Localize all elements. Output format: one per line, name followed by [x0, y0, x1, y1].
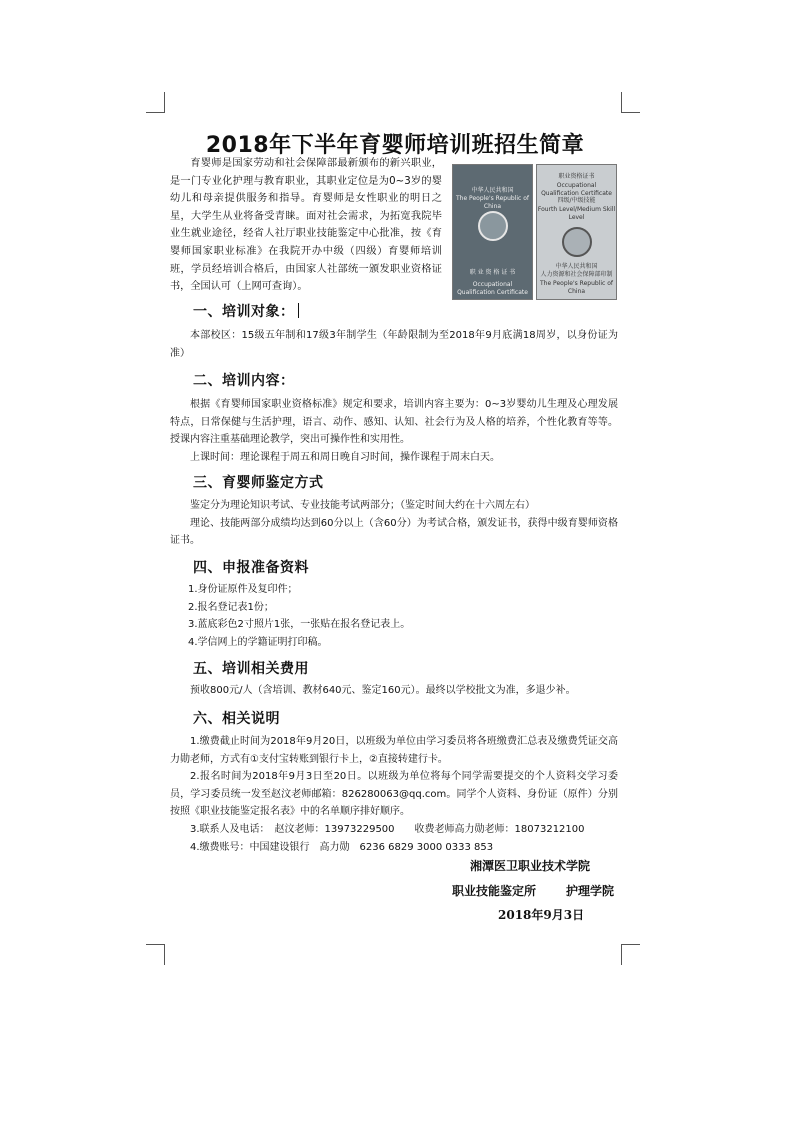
intro-paragraph — [170, 155, 442, 296]
national-emblem-icon — [562, 227, 592, 257]
signature-dept-2: 护理学院 — [566, 884, 615, 898]
crop-mark-top-left — [146, 92, 165, 113]
section-6-body — [170, 733, 618, 856]
section-1-body — [170, 327, 618, 362]
list-item: 4.学信网上的学籍证明打印稿。 — [188, 636, 328, 648]
cert-left-line2: The People's Republic of China — [455, 195, 530, 210]
section-heading-2: 二、培训内容： — [193, 373, 295, 389]
section-5-body — [170, 682, 618, 700]
section-heading-4: 四、申报准备资料 — [193, 560, 309, 576]
crop-mark-bottom-right — [621, 944, 640, 965]
crop-mark-top-right — [621, 92, 640, 113]
section-4-list — [170, 581, 618, 651]
certificate-inner-page-image — [536, 164, 617, 300]
cert-left-line4: Occupational Qualification Certificate — [457, 281, 528, 296]
cert-left-line1: 中华人民共和国 — [471, 187, 514, 194]
cert-right-line3: 四级/中级技能 — [557, 197, 596, 204]
signature-date: 2018年9月3日 — [498, 908, 585, 922]
section-3-para-2: 理论、技能两部分成绩均达到60分以上（含60分）为考试合格，颁发证书，获得中级育婴师资格证书。 — [170, 517, 618, 547]
section-6-para-4: 4.缴费账号：中国建设银行 高力勋 6236 6829 3000 0333 853 — [190, 841, 494, 853]
section-6-para-2: 2.报名时间为2018年9月3日至20日。以班级为单位将每个同学需要提交的个人资料交学习委员，学习委员统一发至赵汶老师邮箱：826280063@qq.com。同学个人资料、身份证（原件）分别按照《职业技能鉴定报名表》中的名单顺序排好顺序。 — [170, 771, 618, 818]
crop-mark-bottom-left — [146, 944, 165, 965]
cert-right-line2: Occupational Qualification Certificate — [541, 182, 612, 197]
list-item: 2.报名登记表1份； — [188, 601, 274, 613]
list-item: 3.蓝底彩色2寸照片1张，一张贴在报名登记表上。 — [188, 619, 411, 631]
section-3-body — [170, 497, 618, 550]
section-6-para-3: 3.联系人及电话： 赵汶老师：13973229500 收费老师高力勋老师：18073212100 — [190, 823, 585, 835]
cert-right-line1: 职业资格证书 — [558, 173, 595, 180]
section-heading-5: 五、培训相关费用 — [193, 661, 309, 677]
cert-right-line5: 中华人民共和国 — [555, 263, 598, 270]
national-emblem-icon — [478, 211, 508, 241]
section-3-para-1: 鉴定分为理论知识考试、专业技能考试两部分；（鉴定时间大约在十六周左右） — [190, 500, 535, 511]
section-heading-1 — [193, 301, 299, 321]
section-2-body — [170, 396, 618, 466]
list-item: 1.身份证原件及复印件； — [188, 584, 298, 595]
section-1-para-1: 本部校区：15级五年制和17级3年制学生（年龄限制为至2018年9月底满18周岁，以身份证为准） — [170, 330, 618, 359]
section-heading-1-text: 一、培训对象： — [193, 304, 295, 320]
signature-school: 湘潭医卫职业技术学院 — [470, 859, 591, 873]
section-heading-6: 六、相关说明 — [193, 711, 280, 727]
signature-dept-1: 职业技能鉴定所 — [452, 884, 537, 898]
cert-right-line4: Fourth Level/Medium Skill Level — [537, 206, 616, 221]
page-title: 2018年下半年育婴师培训班招生简章 — [205, 133, 585, 158]
text-cursor — [298, 303, 300, 318]
certificate-images — [452, 164, 618, 300]
section-6-para-1: 1.缴费截止时间为2018年9月20日，以班级为单位由学习委员将各班缴费汇总表及缴费凭证交高力勋老师，方式有①支付宝转账到银行卡上，②直接转建行卡。 — [170, 736, 618, 765]
cert-right-line6: 人力资源和社会保障部印制 — [540, 271, 613, 278]
section-heading-3: 三、育婴师鉴定方式 — [193, 475, 324, 491]
intro-text: 育婴师是国家劳动和社会保障部最新颁布的新兴职业，是一门专业化护理与教育职业，其职业定位是为0~3岁的婴幼儿和母亲提供服务和指导。育婴师是女性职业的明日之星，大学生从业将备受青睐。面对社会需求，为拓宽我院毕业生就业途径，经省人社厅职业技能鉴定中心批准，按《育婴师国家职业标准》在我院开办中级（四级）育婴师培训班，学员经培训合格后，由国家人社部统一颁发职业资格证书，全国认可（上网可查询）。 — [170, 158, 442, 293]
certificate-cover-image — [452, 164, 533, 300]
cert-right-line7: The People's Republic of China — [539, 280, 614, 295]
section-2-para-2: 上课时间：理论课程于周五和周日晚自习时间，操作课程于周末白天。 — [190, 451, 500, 463]
section-2-para-1: 根据《育婴师国家职业资格标准》规定和要求，培训内容主要为：0~3岁婴幼儿生理及心理发展特点，日常保健与生活护理，语言、动作、感知、认知、社会行为及人格的培养，个性化教育等等。授课内容注重基础理论教学，突出可操作性和实用性。 — [170, 399, 618, 446]
cert-left-line3: 职 业 资 格 证 书 — [469, 269, 516, 276]
section-5-para-1: 预收800元/人（含培训、教材640元、鉴定160元）。最终以学校批文为准，多退少补。 — [190, 685, 576, 696]
